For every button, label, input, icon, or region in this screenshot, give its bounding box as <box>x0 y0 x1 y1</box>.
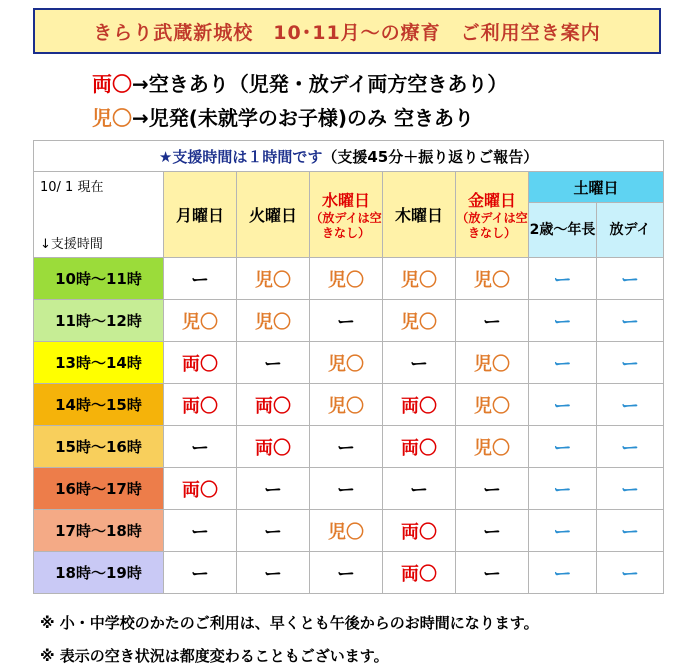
availability-cell: ー <box>597 342 664 384</box>
availability-cell: ー <box>237 342 310 384</box>
legend-text-both: →空きあり（児発・放デイ両方空きあり） <box>132 72 508 96</box>
legend-mark-both: 両〇 <box>92 72 132 96</box>
header-monday: 月曜日 <box>164 172 237 258</box>
availability-cell: ー <box>383 468 456 510</box>
note-school: ※ 小・中学校のかたのご利用は、早くとも午後からのお時間になります。 <box>40 614 539 632</box>
availability-cell: ー <box>529 468 597 510</box>
availability-cell: ー <box>529 426 597 468</box>
availability-cell: ー <box>456 510 529 552</box>
header-corner <box>34 172 164 258</box>
availability-cell: ー <box>310 426 383 468</box>
header-friday-note: （放デイは空きなし） <box>456 211 528 240</box>
availability-cell: ー <box>597 384 664 426</box>
availability-cell: ー <box>597 510 664 552</box>
availability-cell: ー <box>383 342 456 384</box>
availability-cell: 両〇 <box>164 468 237 510</box>
availability-cell: ー <box>529 384 597 426</box>
availability-cell: 両〇 <box>164 342 237 384</box>
time-slot-label: 18時～19時 <box>34 552 164 594</box>
table-row <box>34 426 664 468</box>
table-row <box>34 342 664 384</box>
availability-cell: 児〇 <box>310 510 383 552</box>
availability-cell: ー <box>164 426 237 468</box>
time-slot-label: 14時～15時 <box>34 384 164 426</box>
availability-cell: 児〇 <box>310 384 383 426</box>
availability-cell: ー <box>237 552 310 594</box>
availability-cell: ー <box>597 258 664 300</box>
availability-cell: 両〇 <box>383 426 456 468</box>
availability-cell: ー <box>164 510 237 552</box>
availability-cell: ー <box>310 300 383 342</box>
header-saturday-preschool: 2歳～年長 <box>529 203 597 258</box>
availability-cell: 児〇 <box>456 426 529 468</box>
note-availability: ※ 表示の空き状況は都度変わることもございます。 <box>40 647 389 665</box>
header-saturday: 土曜日 <box>529 172 664 203</box>
availability-cell: 児〇 <box>310 342 383 384</box>
schedule-table <box>33 140 664 594</box>
header-wednesday-note: （放デイは空きなし） <box>310 211 382 240</box>
availability-cell: 児〇 <box>456 384 529 426</box>
availability-cell: ー <box>164 552 237 594</box>
availability-cell: 両〇 <box>164 384 237 426</box>
support-notice-main: ★支援時間は１時間です <box>158 147 323 166</box>
table-row <box>34 468 664 510</box>
availability-cell: ー <box>456 468 529 510</box>
availability-cell: ー <box>310 468 383 510</box>
header-saturday-afterschool: 放デイ <box>597 203 664 258</box>
table-row <box>34 258 664 300</box>
availability-cell: ー <box>597 552 664 594</box>
availability-cell: ー <box>237 468 310 510</box>
availability-cell: ー <box>456 552 529 594</box>
availability-cell: ー <box>310 552 383 594</box>
header-tuesday: 火曜日 <box>237 172 310 258</box>
availability-cell: 両〇 <box>383 510 456 552</box>
availability-cell: 児〇 <box>456 342 529 384</box>
time-slot-label: 10時～11時 <box>34 258 164 300</box>
availability-cell: 児〇 <box>310 258 383 300</box>
header-wednesday <box>310 172 383 258</box>
availability-cell: ー <box>529 258 597 300</box>
legend-text-child: →児発(未就学のお子様)のみ 空きあり <box>132 106 475 130</box>
time-column-label: ↓支援時間 <box>40 236 103 252</box>
legend-both <box>92 68 507 97</box>
legend-child <box>92 102 474 131</box>
schedule-body <box>34 258 664 594</box>
time-slot-label: 13時～14時 <box>34 342 164 384</box>
table-row <box>34 300 664 342</box>
time-slot-label: 16時～17時 <box>34 468 164 510</box>
availability-cell: ー <box>597 300 664 342</box>
availability-cell: 児〇 <box>383 300 456 342</box>
header-friday-label: 金曜日 <box>467 191 516 210</box>
legend-mark-child: 児〇 <box>92 106 132 130</box>
availability-cell: ー <box>529 342 597 384</box>
availability-cell: 児〇 <box>383 258 456 300</box>
header-wednesday-label: 水曜日 <box>321 191 370 210</box>
availability-cell: ー <box>597 426 664 468</box>
availability-cell: 児〇 <box>237 300 310 342</box>
time-slot-label: 11時～12時 <box>34 300 164 342</box>
availability-cell: 児〇 <box>456 258 529 300</box>
table-row <box>34 510 664 552</box>
availability-cell: ー <box>237 510 310 552</box>
availability-cell: 両〇 <box>237 384 310 426</box>
availability-cell: 児〇 <box>237 258 310 300</box>
current-date: 10/ 1 現在 <box>40 179 104 195</box>
availability-cell: 両〇 <box>237 426 310 468</box>
availability-cell: ー <box>456 300 529 342</box>
page-title: きらり武蔵新城校 10･11月～の療育 ご利用空き案内 <box>33 8 661 54</box>
table-row <box>34 384 664 426</box>
availability-cell: 両〇 <box>383 384 456 426</box>
time-slot-label: 17時～18時 <box>34 510 164 552</box>
availability-cell: ー <box>529 510 597 552</box>
availability-cell: ー <box>597 468 664 510</box>
time-slot-label: 15時～16時 <box>34 426 164 468</box>
availability-cell: ー <box>164 258 237 300</box>
availability-cell: 児〇 <box>164 300 237 342</box>
table-row <box>34 552 664 594</box>
support-notice <box>34 141 664 172</box>
availability-cell: 両〇 <box>383 552 456 594</box>
support-notice-detail: （支援45分＋振り返りご報告） <box>322 147 539 166</box>
availability-cell: ー <box>529 300 597 342</box>
header-thursday: 木曜日 <box>383 172 456 258</box>
header-friday <box>456 172 529 258</box>
availability-cell: ー <box>529 552 597 594</box>
